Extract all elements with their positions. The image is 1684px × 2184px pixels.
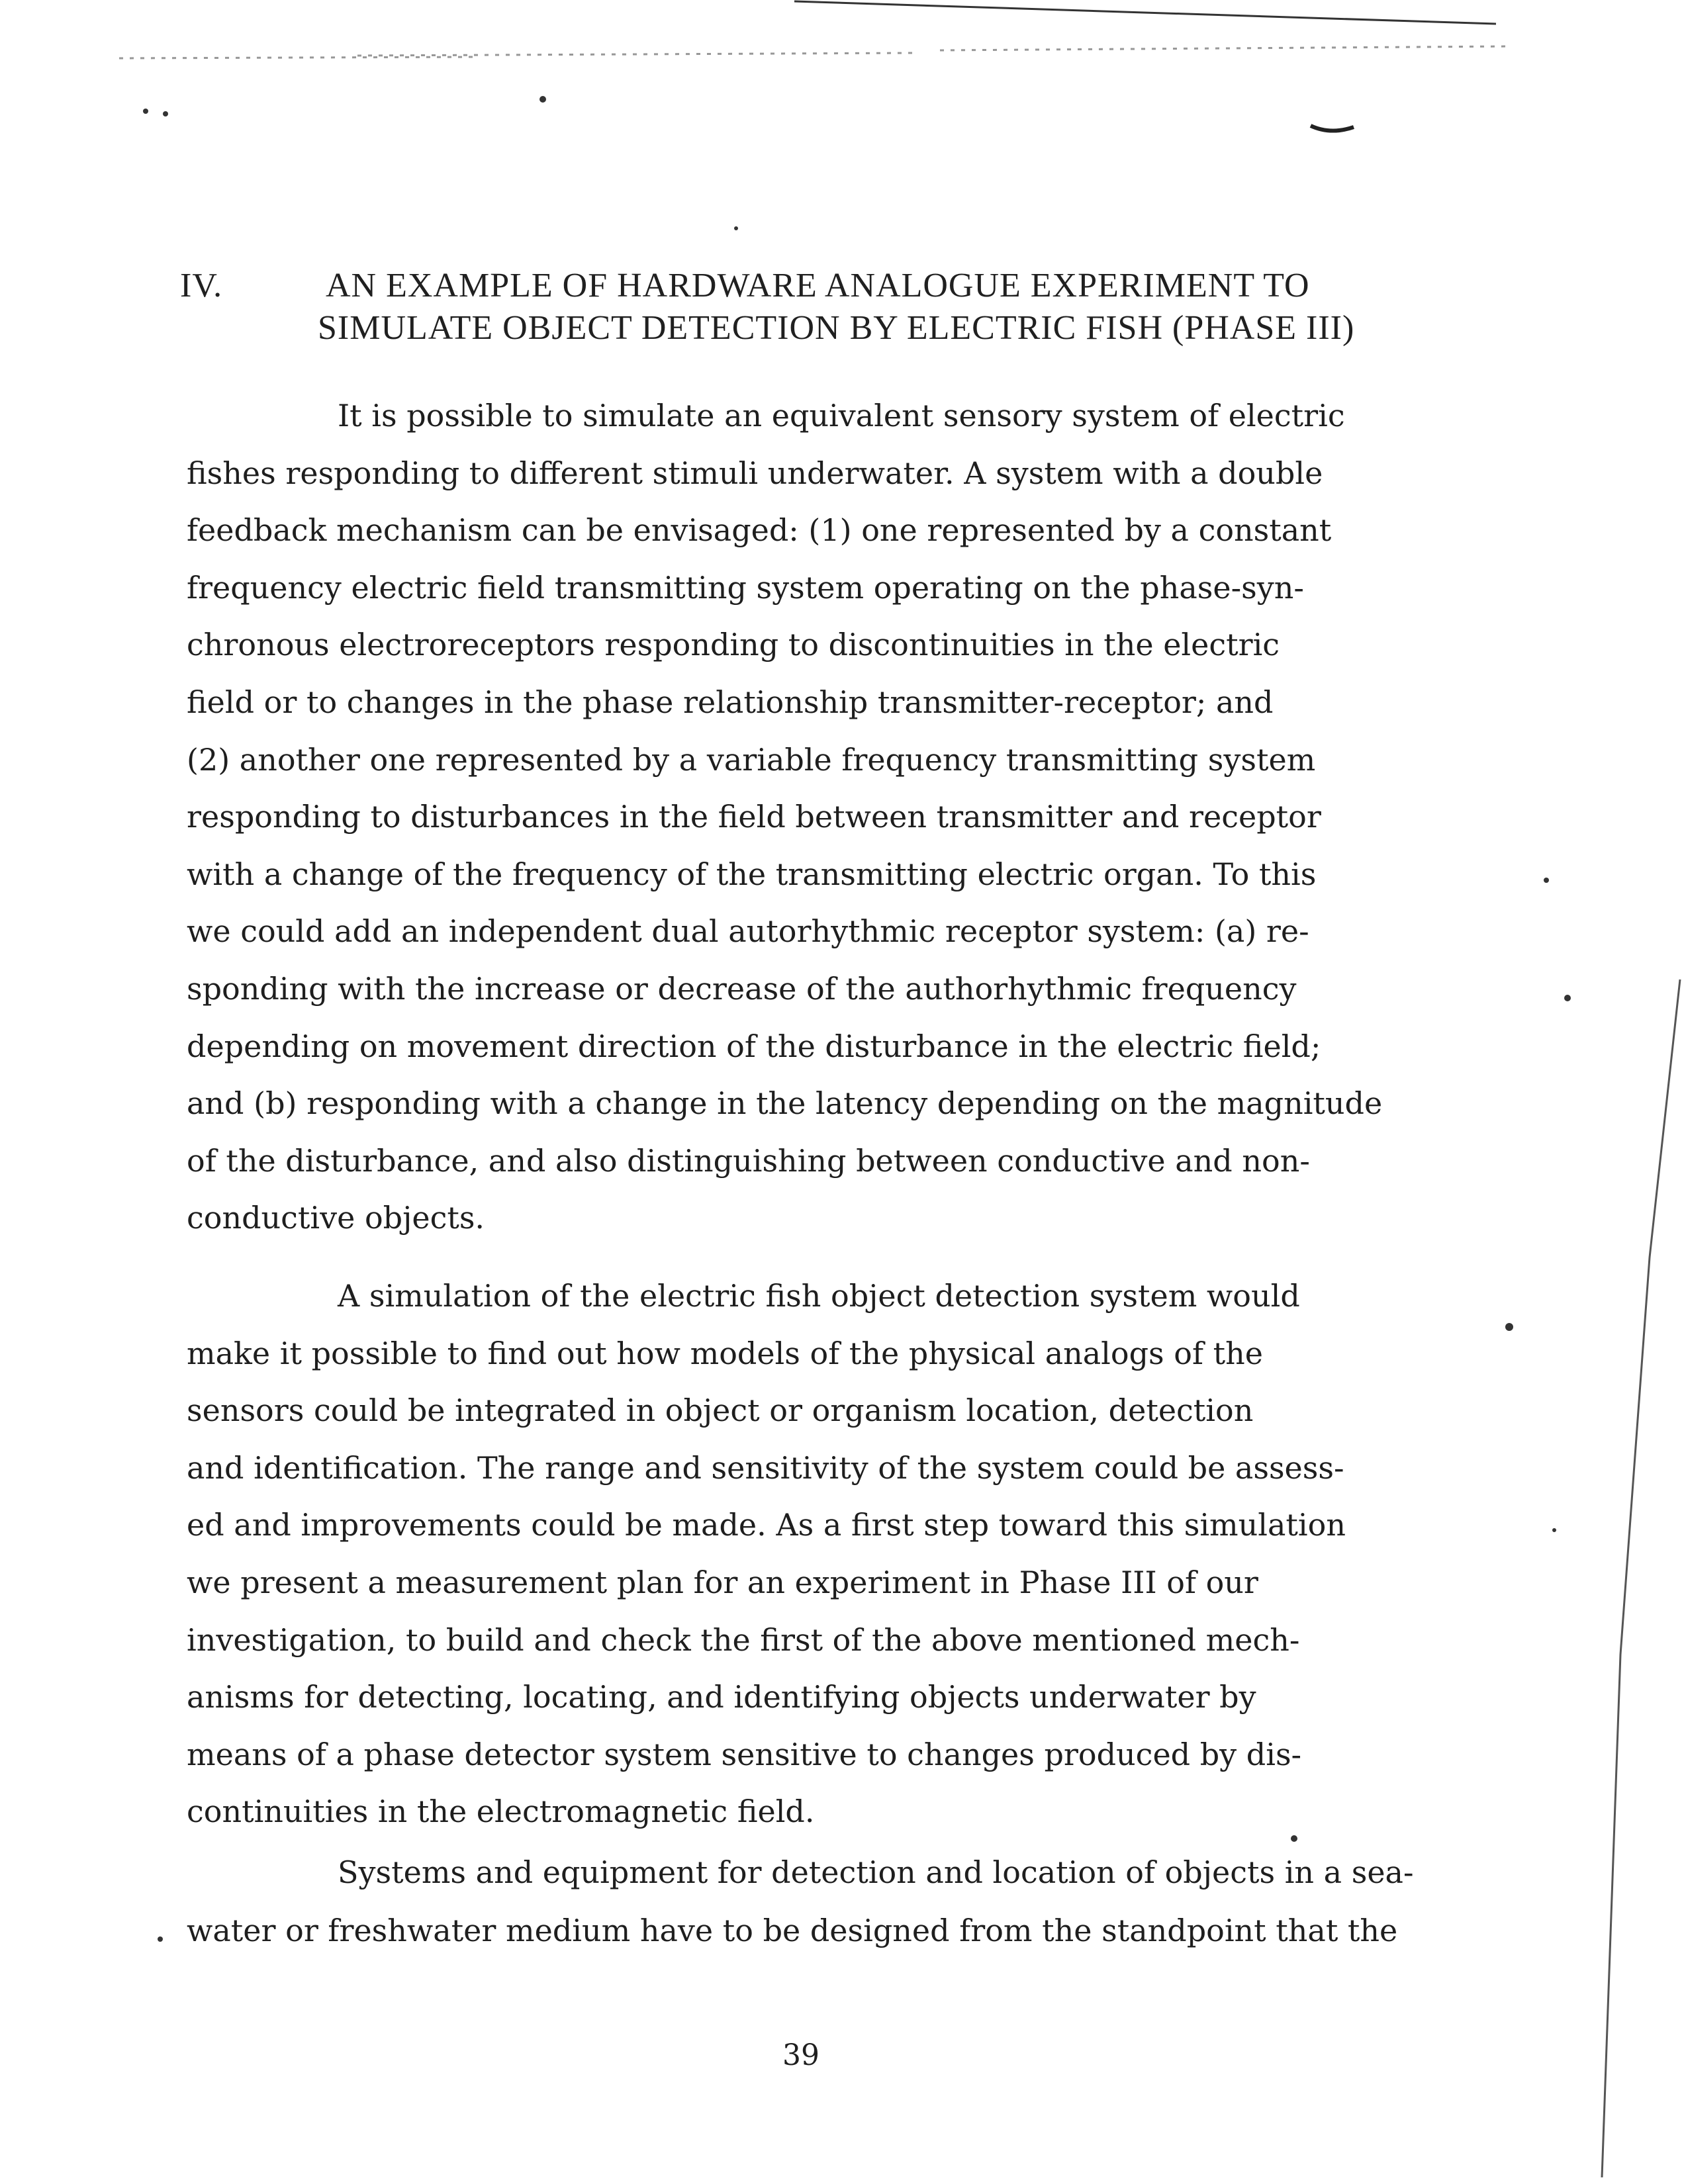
text-line: (2) another one represented by a variable frequency transmitting system	[187, 741, 1316, 778]
top-smudge	[1311, 126, 1354, 131]
section-number: IV.	[180, 267, 223, 304]
section-title	[318, 265, 1504, 349]
section-title-line: SIMULATE OBJECT DETECTION BY ELECTRIC FISH (PHASE III)	[318, 309, 1355, 347]
top-edge-noise	[119, 46, 1509, 58]
paragraph-1	[187, 387, 1382, 1247]
right-page-edge	[1602, 979, 1680, 2177]
text-line: and (b) responding with a change in the latency depending on the magnitude	[187, 1085, 1383, 1122]
top-edge-line	[794, 1, 1496, 24]
text-line: we could add an independent dual autorhythmic receptor system: (a) re-	[187, 913, 1309, 950]
text-line: water or freshwater medium have to be designed from the standpoint that the	[187, 1913, 1398, 1948]
section-title-line: AN EXAMPLE OF HARDWARE ANALOGUE EXPERIMENT TO	[326, 267, 1310, 304]
text-line: chronous electroreceptors responding to discontinuities in the electric	[187, 627, 1280, 663]
text-line: frequency electric field transmitting system operating on the phase-syn-	[187, 569, 1304, 606]
text-line: Systems and equipment for detection and location of objects in a sea-	[338, 1854, 1414, 1890]
text-line: anisms for detecting, locating, and identifying objects underwater by	[187, 1679, 1256, 1715]
text-line: feedback mechanism can be envisaged: (1) one represented by a constant	[187, 512, 1332, 549]
page-number: 39	[782, 2038, 819, 2072]
text-line: of the disturbance, and also distinguishing between conductive and non-	[187, 1142, 1310, 1179]
paragraph-2	[187, 1267, 1346, 1841]
text-line: It is possible to simulate an equivalent sensory system of electric	[338, 398, 1345, 433]
text-line: depending on movement direction of the disturbance in the electric field;	[187, 1028, 1321, 1064]
text-line: investigation, to build and check the first of the above mentioned mech-	[187, 1621, 1300, 1658]
text-line: sponding with the increase or decrease of the authorhythmic frequency	[187, 970, 1297, 1007]
text-line: make it possible to find out how models of the physical analogs of the	[187, 1335, 1263, 1371]
text-line: and identification. The range and sensitivity of the system could be assess-	[187, 1449, 1344, 1486]
text-line: conductive objects.	[187, 1200, 485, 1236]
text-line: responding to disturbances in the field between transmitter and receptor	[187, 799, 1321, 835]
text-line: fishes responding to different stimuli underwater. A system with a double	[187, 455, 1323, 491]
paragraph-3	[187, 1843, 1414, 1960]
text-line: ed and improvements could be made. As a first step toward this simulation	[187, 1507, 1346, 1543]
text-line: A simulation of the electric fish object detection system would	[338, 1278, 1300, 1314]
text-line: we present a measurement plan for an experiment in Phase III of our	[187, 1564, 1258, 1600]
text-line: sensors could be integrated in object or organism location, detection	[187, 1392, 1254, 1429]
text-line: continuities in the electromagnetic field.	[187, 1794, 815, 1830]
text-line: with a change of the frequency of the transmitting electric organ. To this	[187, 856, 1317, 892]
text-line: field or to changes in the phase relationship transmitter-receptor; and	[187, 684, 1274, 720]
text-line: means of a phase detector system sensitive to changes produced by dis-	[187, 1736, 1302, 1772]
